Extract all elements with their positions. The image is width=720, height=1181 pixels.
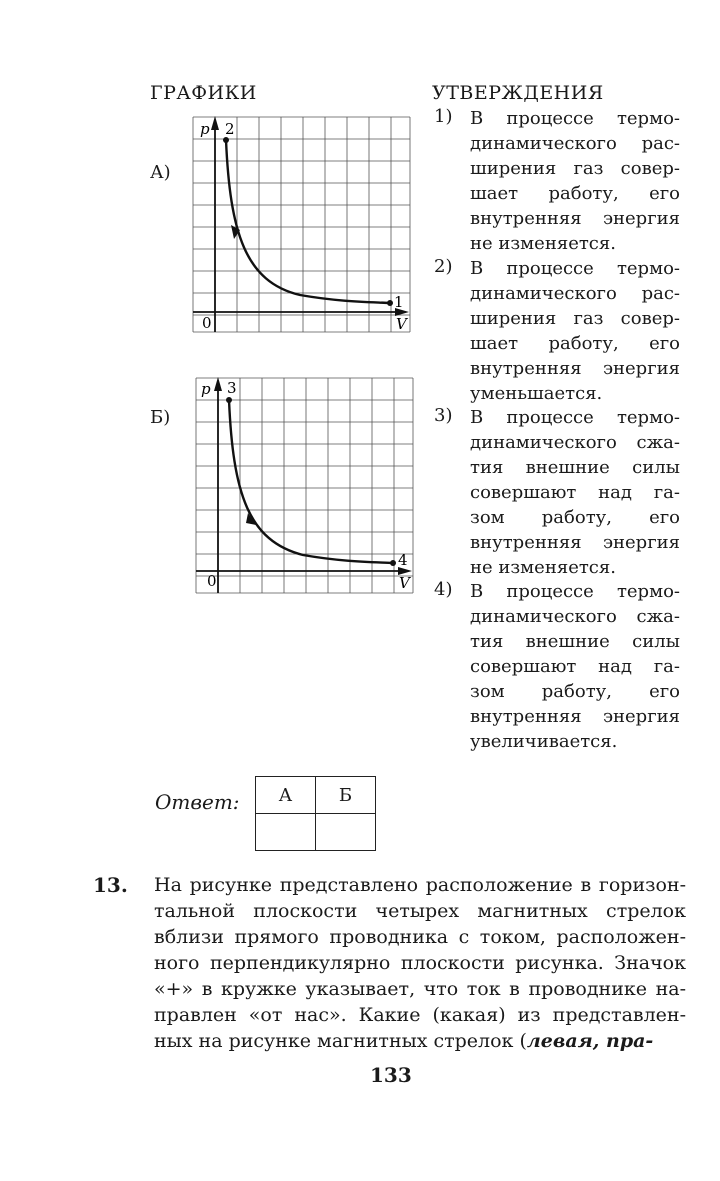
answer-label: Ответ: [155,790,240,814]
statement-3-line: тия внешние силы [470,457,680,478]
answer-table [255,776,376,851]
statement-4 [434,579,684,754]
statement-1-line: ширения газ совер- [470,158,680,179]
graph-b-point-start [226,397,232,403]
graph-b-label: Б) [150,407,171,428]
graph-a-p-label: p [200,120,210,138]
statement-3-line: внутренняя энергия [470,532,680,553]
question-last-line [154,1028,686,1054]
graph-b-p-label: p [201,380,211,398]
statement-3 [434,405,684,580]
statement-2-line: шает работу, его [470,333,680,354]
statement-4-line: внутренняя энергия [470,706,680,727]
graph-b-p-arrow [214,377,222,391]
answer-header-a: А [256,777,316,814]
statement-2-line: уменьшается. [470,383,603,404]
graph-b-origin-label: 0 [207,572,217,590]
answer-cell-a[interactable] [256,814,316,851]
statement-4-line: В процессе термо- [470,581,680,602]
question-line: тальной плоскости четырех магнитных стрелок [154,900,686,922]
statement-3-line: не изменяется. [470,557,616,578]
graph-a-point-end [387,300,393,306]
graph-a-end-label: 1 [394,293,404,311]
graph-a-start-label: 2 [225,120,235,138]
statement-3-line: В процессе термо- [470,407,680,428]
statement-2-line: внутренняя энергия [470,358,680,379]
statement-1 [434,106,684,256]
question-number: 13. [93,873,128,897]
answer-header-b: Б [316,777,376,814]
question-line: правлен «от нас». Какие (какая) из представлен- [154,1004,686,1026]
statement-2 [434,256,684,406]
statement-4-line: зом работу, его [470,681,680,702]
statement-1-line: не изменяется. [470,233,616,254]
statement-4-line: тия внешние силы [470,631,680,652]
statement-4-number: 4) [434,579,453,600]
graph-a-label: А) [150,162,171,183]
statement-3-line: совершают над га- [470,482,680,503]
statement-1-line: шает работу, его [470,183,680,204]
graph-a-curve [226,140,390,303]
statement-1-line: внутренняя энергия [470,208,680,229]
graph-a-p-arrow [211,116,219,130]
question-last-line-emphasis: левая, пра- [526,1030,654,1052]
statement-1-line: В процессе термо- [470,108,680,129]
question-line: На рисунке представлено расположение в горизон- [154,874,686,896]
statement-1-number: 1) [434,106,453,127]
graph-b-start-label: 3 [227,379,237,397]
statement-1-line: динамического рас- [470,133,680,154]
statements-heading: УТВЕРЖДЕНИЯ [432,82,604,104]
statement-4-line: увеличивается. [470,731,618,752]
question-line: «+» в кружке указывает, что ток в проводнике на- [154,978,686,1000]
statement-2-line: динамического рас- [470,283,680,304]
graph-b-curve [229,400,393,563]
graph-b-v-label: V [399,574,410,592]
question-line: ного перпендикулярно плоскости рисунка. Значок [154,952,686,974]
statement-2-number: 2) [434,256,453,277]
graphs-heading: ГРАФИКИ [150,82,257,104]
statement-3-line: динамического сжа- [470,432,680,453]
question-last-line-text: ных на рисунке магнитных стрелок ( [154,1030,527,1052]
graph-a [190,112,416,342]
statement-4-line: совершают над га- [470,656,680,677]
question-line: вблизи прямого проводника с током, расположен- [154,926,686,948]
graph-b [193,373,419,603]
page-number: 133 [370,1063,412,1087]
graph-b-end-label: 4 [398,551,408,569]
graph-a-origin-label: 0 [202,314,212,332]
statement-3-line: зом работу, его [470,507,680,528]
statement-2-line: В процессе термо- [470,258,680,279]
statement-4-line: динамического сжа- [470,606,680,627]
graph-b-point-end [390,560,396,566]
answer-cell-b[interactable] [316,814,376,851]
graph-a-v-label: V [396,315,407,333]
statement-2-line: ширения газ совер- [470,308,680,329]
statement-3-number: 3) [434,405,453,426]
